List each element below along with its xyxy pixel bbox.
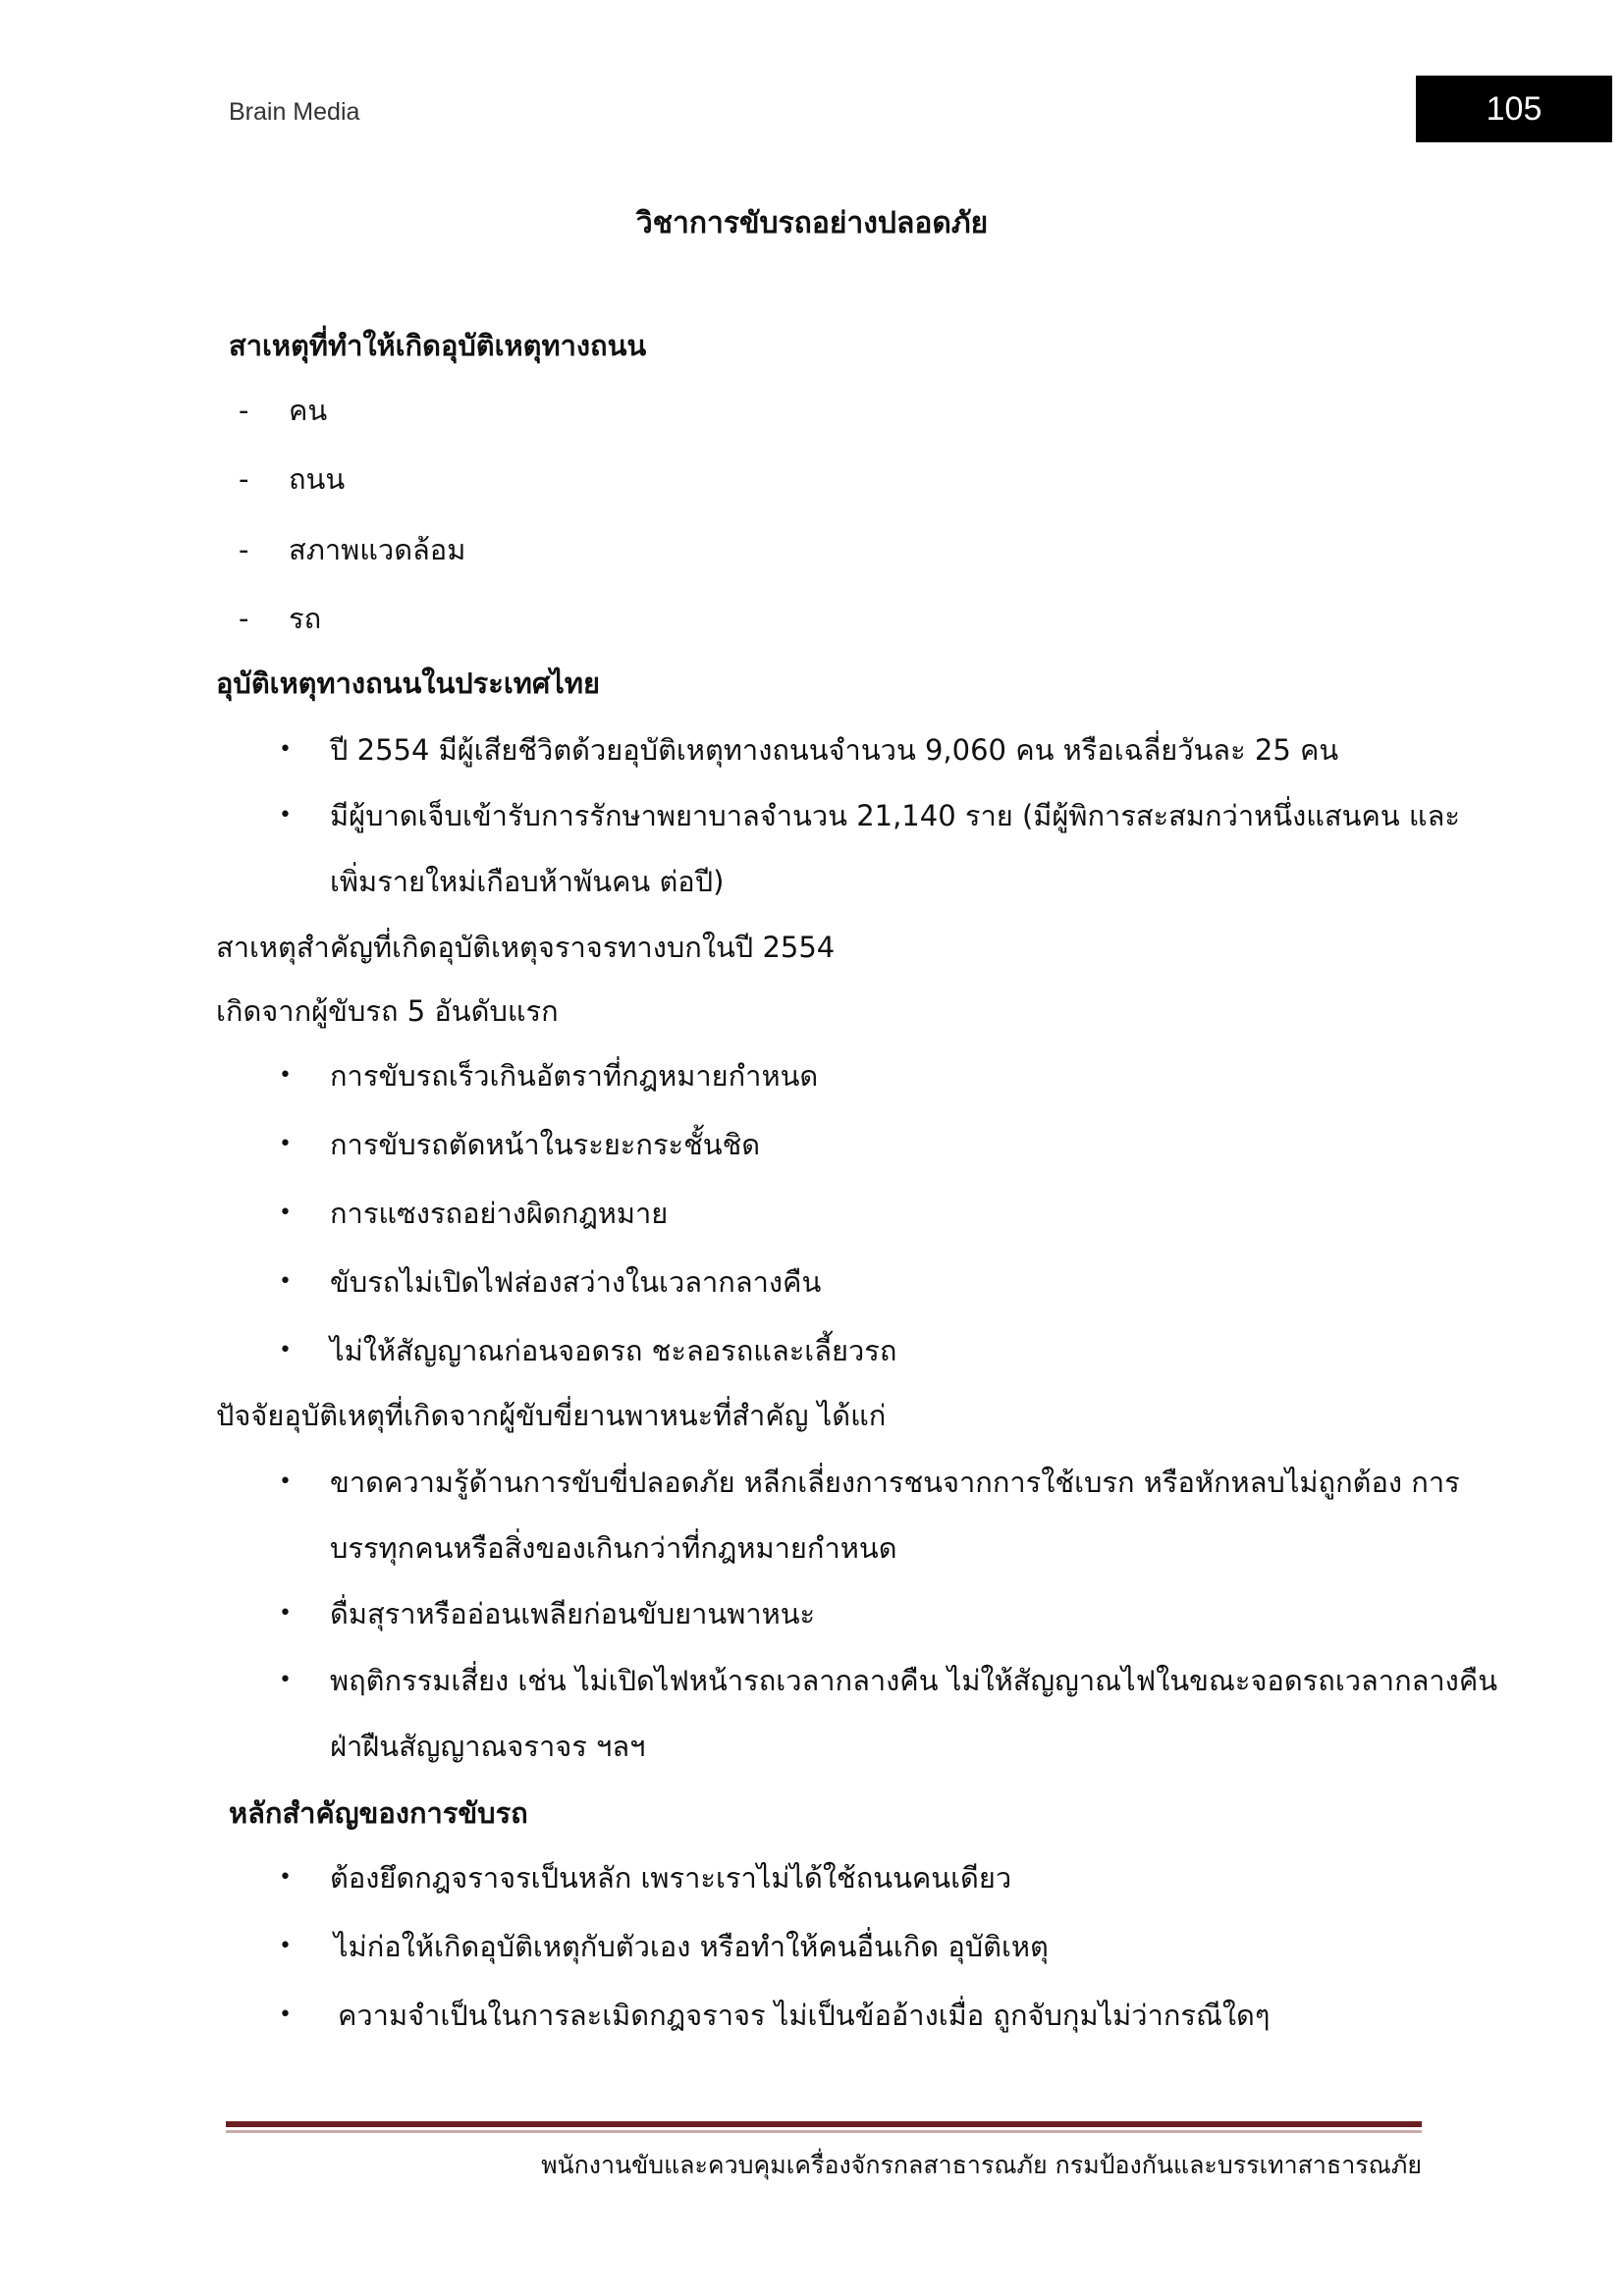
section5-heading: หลักสำคัญของการขับรถ [229,1796,528,1830]
page-number-badge [1416,76,1612,142]
list-item-text: ถนน [289,462,346,496]
list-item-text: ต้องยึดกฎจราจรเป็นหลัก เพราะเราไม่ได้ใช้ถนนคนเดียว [330,1861,1012,1895]
section3-intro-line1: สาเหตุสำคัญที่เกิดอุบัติเหตุจราจรทางบกในปี 2554 [216,931,836,964]
bullet-icon: • [279,803,292,828]
list-item-text: ไม่ก่อให้เกิดอุบัติเหตุกับตัวเอง หรือทำให้คนอื่นเกิด อุบัติเหตุ [334,1930,1049,1963]
page-number: 105 [1486,89,1543,128]
list-item-text: ดื่มสุราหรืออ่อนเพลียก่อนขับยานพาหนะ [330,1597,816,1630]
list-item-text: ไม่ให้สัญญาณก่อนจอดรถ ชะลอรถและเลี้ยวรถ [330,1334,897,1367]
footer-text: พนักงานขับและควบคุมเครื่องจักรกลสาธารณภัย กรมป้องกันและบรรเทาสาธารณภัย [541,2151,1422,2179]
dash-marker: - [239,602,249,635]
bullet-icon: • [279,737,292,762]
list-item-text: พฤติกรรมเสี่ยง เช่น ไม่เปิดไฟหน้ารถเวลากลางคืน ไม่ให้สัญญาณไฟในขณะจอดรถเวลากลางคืน [330,1664,1498,1697]
bullet-icon: • [279,1469,292,1494]
section4-intro: ปัจจัยอุบัติเหตุที่เกิดจากผู้ขับขี่ยานพาหนะที่สำคัญ ได้แก่ [216,1399,887,1432]
document-title: วิชาการขับรถอย่างปลอดภัย [635,206,989,240]
dash-marker: - [239,533,249,566]
bullet-icon: • [279,1269,292,1294]
header-brand: Brain Media [229,98,360,126]
list-item-text: ปี 2554 มีผู้เสียชีวิตด้วยอุบัติเหตุทางถนนจำนวน 9,060 คน หรือเฉลี่ยวันละ 25 คน [330,733,1339,767]
bullet-icon: • [279,1865,292,1890]
bullet-icon: • [279,1668,292,1692]
list-item-text: การขับรถตัดหน้าในระยะกระชั้นชิด [330,1128,761,1161]
bullet-icon: • [279,1601,292,1626]
bullet-icon: • [279,1338,292,1362]
bullet-icon: • [279,1934,292,1958]
list-item-text: การขับรถเร็วเกินอัตราที่กฎหมายกำหนด [330,1059,819,1093]
bullet-icon: • [279,1063,292,1088]
dash-marker: - [239,394,249,427]
section3-intro-line2: เกิดจากผู้ขับรถ 5 อันดับแรก [216,994,559,1028]
list-item-text: รถ [289,602,322,635]
bullet-icon: • [279,1201,292,1225]
list-item-text: ขับรถไม่เปิดไฟส่องสว่างในเวลากลางคืน [330,1265,822,1299]
footer-rule [226,2121,1422,2135]
bullet-icon: • [279,2002,292,2027]
list-item-text: คน [289,394,328,427]
list-item-text: สภาพแวดล้อม [289,533,466,566]
section1-heading: สาเหตุที่ทำให้เกิดอุบัติเหตุทางถนน [229,329,647,362]
list-item-text: ฝ่าฝืนสัญญาณจราจร ฯลฯ [330,1730,646,1763]
list-item-text: บรรทุกคนหรือสิ่งของเกินกว่าที่กฎหมายกำหนด [330,1531,897,1565]
dash-marker: - [239,462,249,496]
section2-heading: อุบัติเหตุทางถนนในประเทศไทย [216,667,600,700]
list-item-text: ขาดความรู้ด้านการขับขี่ปลอดภัย หลีกเลี่ยงการชนจากการใช้เบรก หรือหักหลบไม่ถูกต้อง การ [330,1466,1460,1499]
list-item-text: เพิ่มรายใหม่เกือบห้าพันคน ต่อปี) [330,865,725,898]
list-item-text: มีผู้บาดเจ็บเข้ารับการรักษาพยาบาลจำนวน 21,140 ราย (มีผู้พิการสะสมกว่าหนึ่งแสนคน และ [330,799,1460,832]
list-item-text: การแซงรถอย่างผิดกฎหมาย [330,1197,669,1230]
bullet-icon: • [279,1132,292,1156]
list-item-text: ความจำเป็นในการละเมิดกฎจราจร ไม่เป็นข้ออ้างเมื่อ ถูกจับกุมไม่ว่ากรณีใดๆ [338,1999,1271,2032]
